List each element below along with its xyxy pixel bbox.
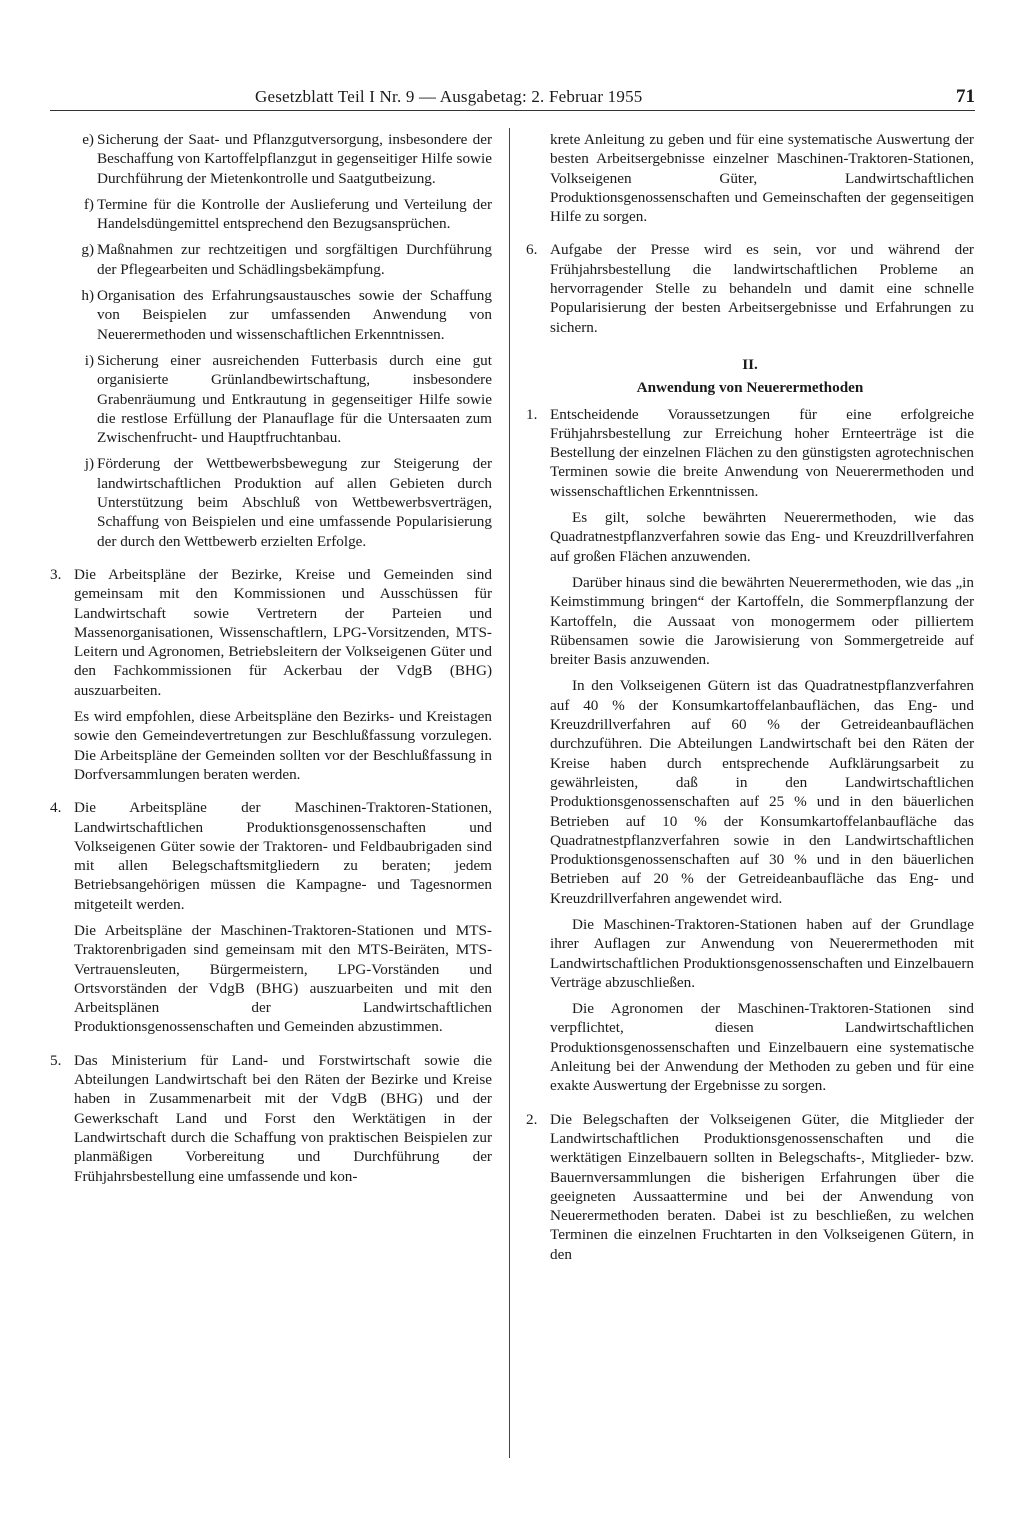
paragraph-text: Die Arbeitspläne der Maschinen-Traktoren-Stationen, Landwirtschaftlichen Produktionsgenossenschaften und Volkseigenen Güter sowie der Traktoren- und Feldbaubrigaden sind mit allen Belegschaftsmitgliedern zu beraten; jedem Betriebsangehörigen müssen die Kampagne- und Tagesnormen mitgeteilt werden. <box>74 799 492 913</box>
paragraph-text: Aufgabe der Presse wird es sein, vor und während der Frühjahrsbestellung die landwirtschaftlichen Probleme an hervorragender Stelle zu behandeln und damit eine schnelle Popularisierung der besten Arbeitsergebnisse und Erfahrungen zu sichern. <box>550 241 974 336</box>
item-label: f) <box>83 195 94 213</box>
paragraph-text: Die Agronomen der Maschinen-Traktoren-Stationen sind verpflichtet, diesen Landwirtschaftlichen Produktionsgenossenschaften und Einzelbauern eine systematische Anleitung bei der Anwendung der Methoden zu geben und für eine exakte Auswertung der Ergebnisse zu sorgen. <box>550 1000 974 1095</box>
paragraph-text: Die Arbeitspläne der Maschinen-Traktoren-Stationen und MTS-Traktorenbrigaden sind gemeinsam mit den MTS-Beiräten, MTS-Vertrauensleuten, Bürgermeistern, LPG-Vorständen und Ortsvorständen der VdgB (BHG) auszuarbeiten und mit den Arbeitsplänen der Landwirtschaftlichen Produktionsgenossenschaften und Gemeinden abzustimmen. <box>74 921 492 1036</box>
item-label: h) <box>81 287 94 305</box>
list-item-i <box>50 351 492 447</box>
page-number: 71 <box>956 86 975 107</box>
item-label: e) <box>82 131 94 148</box>
section-2-paragraph-1-part-3 <box>526 573 974 669</box>
paragraph-number: 5. <box>50 1051 62 1069</box>
section-title: Anwendung von Neuerermethoden <box>636 379 864 397</box>
page-header <box>50 84 975 110</box>
left-column <box>50 130 492 1186</box>
list-item-g <box>50 240 492 279</box>
list-item-f <box>50 195 492 234</box>
header-rule <box>50 110 975 111</box>
paragraph-3 <box>50 565 492 700</box>
paragraph-3-continued <box>50 707 492 784</box>
paragraph-text: Die Maschinen-Traktoren-Stationen haben auf der Grundlage ihrer Auflagen zur Anwendung von Neuerermethoden mit Landwirtschaftlichen Produktionsgenossenschaften und Einzelbauern Verträge abzuschließen. <box>550 915 974 991</box>
section-2-paragraph-2 <box>526 1110 974 1264</box>
paragraph-text: Darüber hinaus sind die bewährten Neuerermethoden, wie das „in Keimstimmung bringen“ der Kartoffeln, die Sommerpflanzung der Kartoffeln, die Aussaat von monogermem oder pilliertem Rübensamen sowie die Jarowisierung von Sommergetreide auf breiter Basis anzuwenden. <box>550 573 974 669</box>
item-text: Sicherung der Saat- und Pflanzgutversorgung, insbesondere der Beschaffung von Kartoffelpflanzgut in gegenseitiger Hilfe sowie Durchführung der Mietenkontrolle und Saatgutbeizung. <box>97 131 492 187</box>
item-text: Organisation des Erfahrungsaustausches sowie der Schaffung von Beispielen zur umfassenden Anwendung von Neuerermethoden und wissenschaftlichen Erkenntnissen. <box>97 287 492 343</box>
paragraph-6 <box>526 240 974 336</box>
paragraph-4-continued <box>50 921 492 1037</box>
item-label: j) <box>84 455 94 473</box>
section-2-paragraph-1 <box>526 405 974 501</box>
paragraph-number: 2. <box>526 1110 538 1128</box>
right-column <box>526 130 974 1264</box>
paragraph-text: Es wird empfohlen, diese Arbeitspläne den Bezirks- und Kreistagen sowie den Gemeindevertretungen zur Beschlußfassung vorzulegen. Die Arbeitspläne der Gemeinden sollten vor der Beschlußfassung in Dorfversammlungen beraten werden. <box>74 708 492 783</box>
section-2-paragraph-1-part-4 <box>526 676 974 908</box>
paragraph-number: 1. <box>526 405 538 423</box>
paragraph-5 <box>50 1051 492 1186</box>
paragraph-5-continued <box>526 130 974 226</box>
paragraph-text: Es gilt, solche bewährten Neuerermethoden, wie das Quadratnestpflanzverfahren sowie das Eng- und Kreuzdrillverfahren auf großen Flächen anzuwenden. <box>550 509 974 565</box>
paragraph-4 <box>50 798 492 914</box>
item-text: Förderung der Wettbewerbsbewegung zur Steigerung der landwirtschaftlichen Produktion auf allen Gebieten durch Unterstützung beim Abschluß von Wettbewerbsverträgen, Schaffung von Beispielen und eine umfassende Popularisierung der durch den Wettbewerb erzielten Erfolge. <box>97 455 492 550</box>
item-label: g) <box>81 241 94 259</box>
paragraph-number: 3. <box>50 565 62 583</box>
paragraph-text: Entscheidende Voraussetzungen für eine erfolgreiche Frühjahrsbestellung zur Erreichung hoher Ernteerträge ist die Bestellung der einzelnen Flächen zu den günstigsten agrotechnischen Terminen sowie die breite Anwendung von Neuerermethoden und wissenschaftlichen Erkenntnissen. <box>550 405 974 500</box>
paragraph-number: 4. <box>50 799 62 817</box>
list-item-h <box>50 286 492 344</box>
list-item-e <box>50 130 492 188</box>
column-divider <box>509 128 510 1458</box>
section-2-paragraph-1-part-5 <box>526 915 974 992</box>
paragraph-text: Die Belegschaften der Volkseigenen Güter, die Mitglieder der Landwirtschaftlichen Produktionsgenossenschaften und die werktätigen Einzelbauern sollten in Belegschafts-, Mitglieder- bzw. Bauernversammlungen die bisherigen Erfahrungen über die geeigneten Aussaattermine und bei der Anwendung von Neuerermethoden beraten. Dabei ist zu beschließen, zu welchen Terminen die einzelnen Fruchtarten in den Volkseigenen Gütern, in den <box>550 1110 974 1263</box>
item-text: Maßnahmen zur rechtzeitigen und sorgfältigen Durchführung der Pflegearbeiten und Schädlingsbekämpfung. <box>97 241 492 278</box>
item-text: Termine für die Kontrolle der Auslieferung und Verteilung der Handelsdüngemittel entsprechend den Bezugsansprüchen. <box>97 195 492 233</box>
paragraph-text: krete Anleitung zu geben und für eine systematische Auswertung der besten Arbeitsergebnisse einzelner Maschinen-Traktoren-Stationen, Volkseigenen Güter, Landwirtschaftlichen Produktionsgenossenschaften und Gemeinschaften der gegenseitigen Hilfe zu sorgen. <box>550 131 974 226</box>
section-number: II. <box>742 355 758 373</box>
item-text: Sicherung einer ausreichenden Futterbasis durch eine gut organisierte Grünlandbewirtschaftung, insbesondere Grabenräumung und Entkrautung in gegenseitiger Hilfe sowie die restlose Erfüllung der Planauflage für die Untersaaten zum Zwischenfrucht- und Hauptfruchtanbau. <box>97 351 492 447</box>
paragraph-number: 6. <box>526 241 538 259</box>
paragraph-text: Die Arbeitspläne der Bezirke, Kreise und Gemeinden sind gemeinsam mit den Kommissionen und Ausschüssen für Landwirtschaft sowie Vertretern der Parteien und Massenorganisationen, Wissenschaftlern, LPG-Vorsitzenden, MTS-Leitern und Agronomen, Betriebsleitern der Volkseigenen Güter und den Fachkommissionen für Ackerbau der VdgB (BHG) auszuarbeiten. <box>74 565 492 699</box>
header-title: Gesetzblatt Teil I Nr. 9 — Ausgabetag: 2. Februar 1955 <box>255 87 643 106</box>
item-label: i) <box>84 351 94 369</box>
section-2-paragraph-1-part-2 <box>526 508 974 566</box>
list-item-j <box>50 454 492 550</box>
section-2-paragraph-1-part-6 <box>526 999 974 1095</box>
paragraph-text: Das Ministerium für Land- und Forstwirtschaft sowie die Abteilungen Landwirtschaft bei den Räten der Bezirke und Kreise haben in Zusammenarbeit mit der VdgB (BHG) und der Gewerkschaft Land und Forst den Werktätigen in der Landwirtschaft durch die Schaffung von praktischen Beispielen zur planmäßigen Vorbereitung und Durchführung der Frühjahrsbestellung eine umfassende und kon- <box>74 1051 492 1185</box>
paragraph-text: In den Volkseigenen Gütern ist das Quadratnestpflanzverfahren auf 40 % der Konsumkartoffelanbauflächen, das Eng- und Kreuzdrillverfahren auf 60 % der Getreideanbauflächen durchzuführen. Die Abteilungen Landwirtschaft bei den Räten der Kreise haben durch entsprechende Aufklärungsarbeit zu gewährleisten, daß in den Landwirtschaftlichen Produktionsgenossenschaften auf 25 % und in den bäuerlichen Betrieben auf 10 % der Konsumkartoffelanbaufläche das Quadratnestpflanzverfahren sowie in den Landwirtschaftlichen Produktionsgenossenschaften auf 30 % und in den bäuerlichen Betrieben auf 20 % der Getreideanbaufläche das Eng- und Kreuzdrillverfahren angewendet wird. <box>550 677 974 907</box>
